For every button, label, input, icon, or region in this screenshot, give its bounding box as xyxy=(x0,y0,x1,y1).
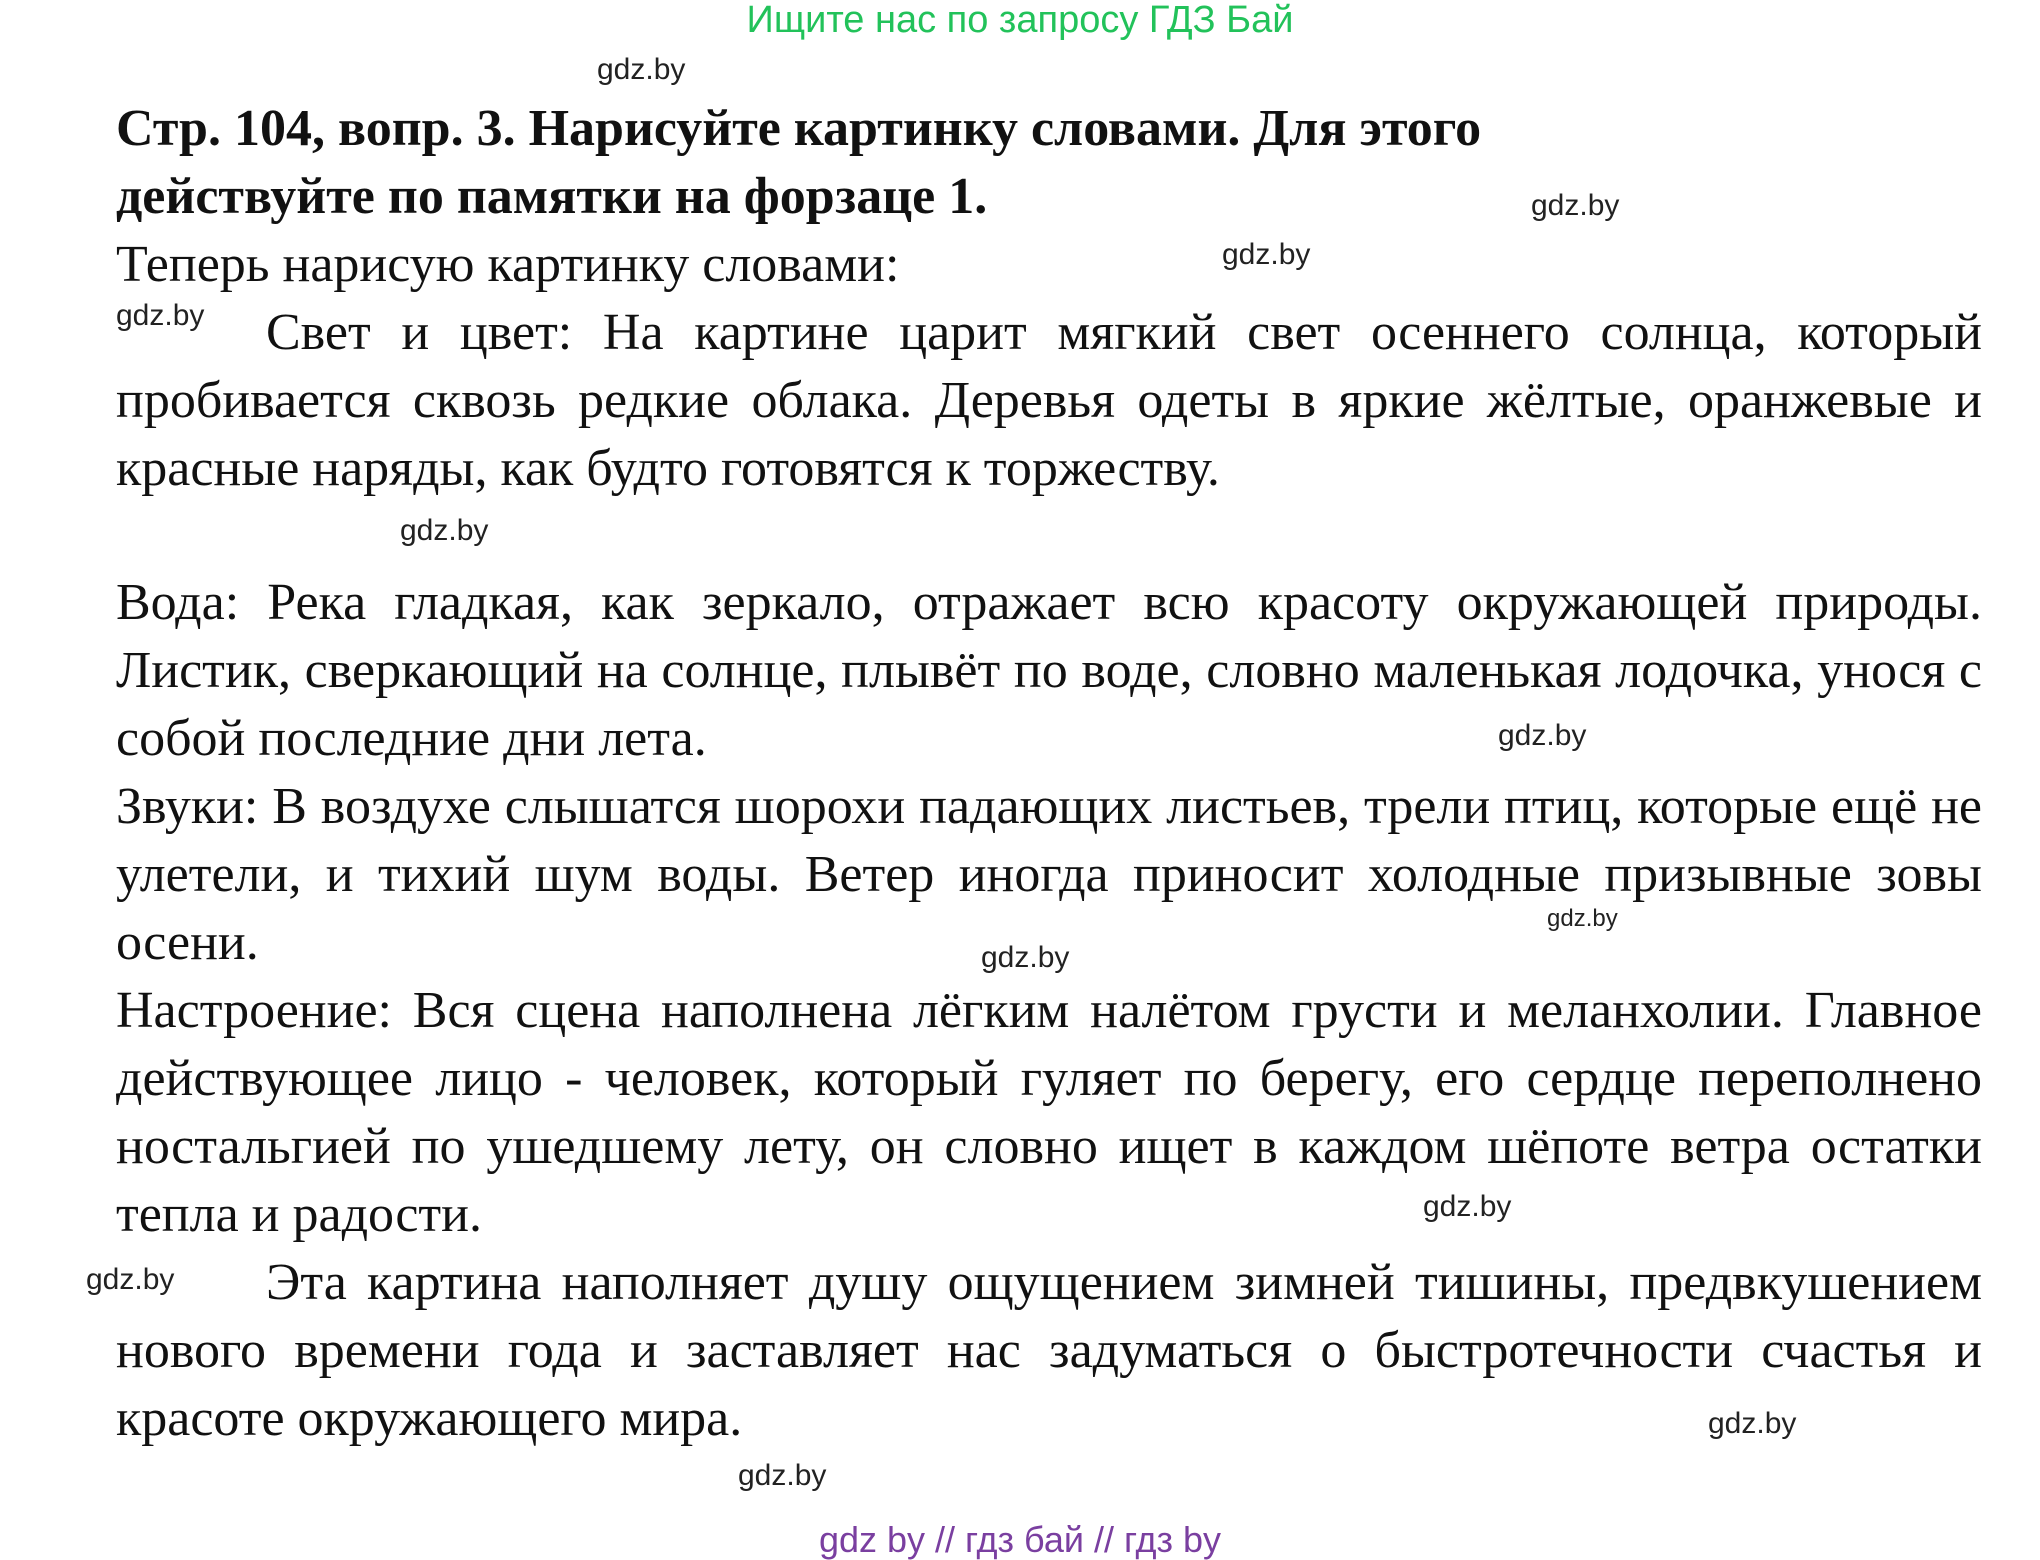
paragraph-light-color: Свет и цвет: На картине царит мягкий свет осеннего солнца, который пробивается сквозь редкие облака. Деревья одеты в яркие жёлтые, оранжевые и красные наряды, как будто готовятся к торжеству. xyxy=(116,304,1982,497)
question-heading: Стр. 104, вопр. 3. Нарисуйте картинку словами. Для этого действуйте по памятки на форзаце 1. xyxy=(116,100,1482,225)
search-banner: Ищите нас по запросу ГДЗ Бай xyxy=(746,0,1294,41)
watermark: gdz.by xyxy=(1423,1190,1512,1223)
watermark: gdz.by xyxy=(1708,1407,1797,1440)
watermark: gdz.by xyxy=(86,1263,175,1296)
watermark: gdz.by xyxy=(1222,238,1311,271)
watermark: gdz.by xyxy=(1498,719,1587,752)
watermark: gdz.by xyxy=(597,53,686,86)
paragraph-water: Вода: Река гладкая, как зеркало, отражает всю красоту окружающей природы. Листик, сверкающий на солнце, плывёт по воде, словно маленькая лодочка, унося с собой последние дни лета. xyxy=(116,574,1982,767)
paragraph-mood: Настроение: Вся сцена наполнена лёгким налётом грусти и меланхолии. Главное действующее лицо - человек, который гуляет по берегу, его сердце переполнено ностальгией по ушедшему лету, он словно ищет в каждом шёпоте ветра остатки тепла и радости. xyxy=(116,982,1982,1243)
paragraph-conclusion: Эта картина наполняет душу ощущением зимней тишины, предвкушением нового времени года и заставляет нас задуматься о быстротечности счастья и красоте окружающего мира. xyxy=(116,1254,1982,1447)
paragraph-sounds: Звуки: В воздухе слышатся шорохи падающих листьев, трели птиц, которые ещё не улетели, и тихий шум воды. Ветер иногда приносит холодные призывные зовы осени. xyxy=(116,778,1982,971)
answer-content xyxy=(116,95,1982,1453)
watermark: gdz.by xyxy=(400,514,489,547)
watermark: gdz.by xyxy=(738,1459,827,1492)
intro-line: Теперь нарисую картинку словами: xyxy=(116,236,900,293)
watermark: gdz.by xyxy=(1531,189,1620,222)
footer-links: gdz by // гдз бай // гдз by xyxy=(818,1519,1222,1560)
watermark: gdz.by xyxy=(981,941,1070,974)
watermark: gdz.by xyxy=(1547,905,1618,932)
watermark: gdz.by xyxy=(116,299,205,332)
